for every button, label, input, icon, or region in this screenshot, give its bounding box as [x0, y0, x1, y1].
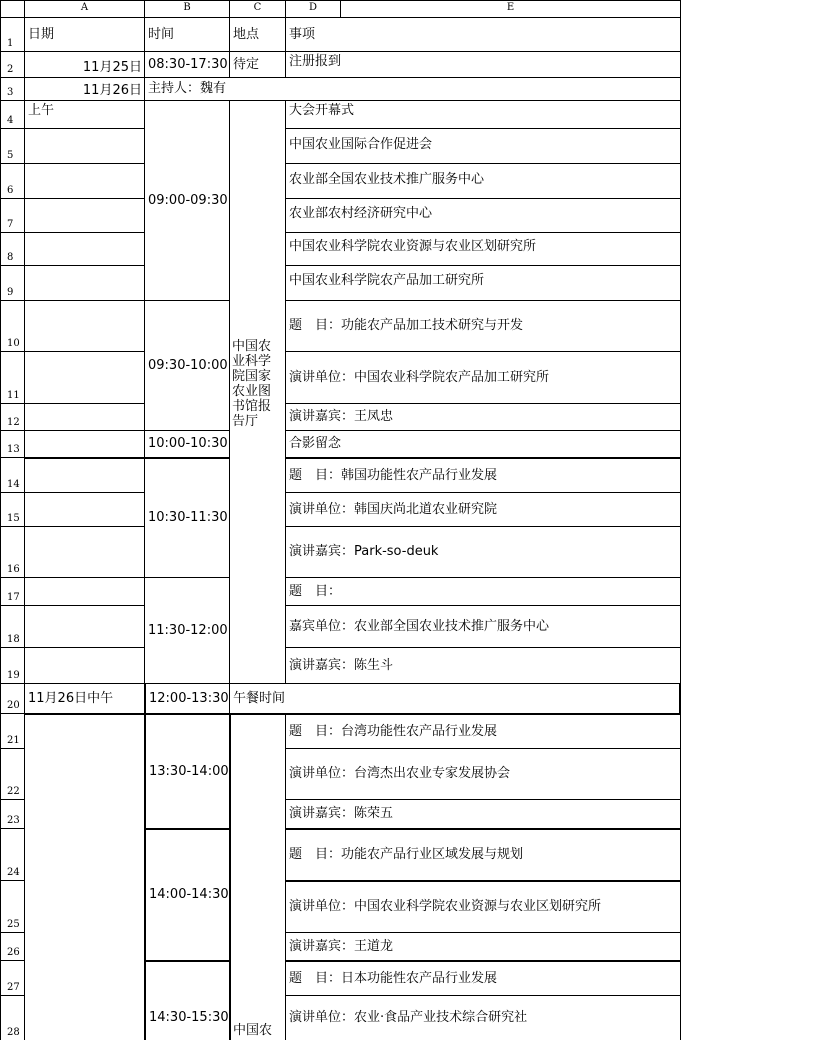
cell-venue-afternoon[interactable] [229, 713, 285, 1040]
row-number[interactable]: 14 [0, 457, 24, 492]
cell-noon[interactable]: 11月26日中午 [24, 683, 144, 713]
cell-a-empty[interactable] [24, 647, 144, 683]
row-number[interactable]: 25 [0, 880, 24, 932]
cell-item[interactable]: 农业部全国农业技术推广服务中心 [285, 163, 681, 198]
row-number[interactable]: 16 [0, 526, 24, 577]
row-number[interactable]: 28 [0, 995, 24, 1040]
cell-item[interactable]: 合影留念 [285, 430, 681, 457]
row-number[interactable]: 20 [0, 683, 24, 713]
cell-item[interactable]: 演讲嘉宾：Park-so-deuk [285, 526, 681, 577]
row-number[interactable]: 3 [0, 77, 24, 100]
cell-time-1200[interactable]: 12:00-13:30 [144, 683, 229, 713]
cell-item[interactable]: 题 目： [285, 577, 681, 605]
row-number[interactable]: 13 [0, 430, 24, 457]
cell-item[interactable]: 演讲单位：中国农业科学院农产品加工研究所 [285, 351, 681, 403]
cell-morning[interactable]: 上午 [24, 100, 144, 128]
row-number[interactable]: 11 [0, 351, 24, 403]
cell-date-nov25[interactable]: 11月25日 [24, 51, 144, 77]
row-number[interactable]: 8 [0, 232, 24, 265]
row-number[interactable]: 18 [0, 605, 24, 647]
row-number[interactable]: 24 [0, 828, 24, 880]
cell-item[interactable]: 中国农业国际合作促进会 [285, 128, 681, 163]
row-number[interactable]: 9 [0, 265, 24, 300]
cell-item[interactable]: 演讲单位：台湾杰出农业专家发展协会 [285, 748, 681, 799]
cell-a-empty[interactable] [24, 605, 144, 647]
cell-time-0900[interactable]: 09:00-09:30 [144, 100, 229, 300]
cell-a-empty[interactable] [24, 300, 144, 351]
cell-item[interactable]: 中国农业科学院农产品加工研究所 [285, 265, 681, 300]
column-header-e[interactable]: E [340, 0, 681, 17]
column-header-b[interactable]: B [144, 0, 229, 17]
cell-item[interactable]: 题 目：日本功能性农产品行业发展 [285, 960, 681, 995]
cell-host[interactable]: 主持人：魏有 [144, 77, 681, 100]
cell-item[interactable]: 演讲嘉宾：陈生斗 [285, 647, 681, 683]
row-number[interactable]: 7 [0, 198, 24, 232]
row-number[interactable]: 12 [0, 403, 24, 430]
header-date[interactable]: 日期 [24, 17, 144, 51]
column-header-d[interactable]: D [285, 0, 340, 17]
venue-afternoon-text: 中国农 [233, 1023, 273, 1038]
cell-a-empty[interactable] [24, 403, 144, 430]
cell-a-empty[interactable] [24, 163, 144, 198]
column-header-a[interactable]: A [24, 0, 144, 17]
row-number[interactable]: 10 [0, 300, 24, 351]
column-header-blank[interactable] [0, 0, 24, 17]
row-number[interactable]: 21 [0, 713, 24, 748]
row-number[interactable]: 15 [0, 492, 24, 526]
cell-item[interactable]: 演讲嘉宾：王凤忠 [285, 403, 681, 430]
row-number[interactable]: 19 [0, 647, 24, 683]
cell-item[interactable]: 演讲单位：农业·食品产业技术综合研究社 [285, 995, 681, 1040]
cell-a-empty[interactable] [24, 198, 144, 232]
cell-date-nov26[interactable]: 11月26日 [24, 77, 144, 100]
cell-a-afternoon[interactable] [24, 713, 144, 1040]
cell-venue-morning[interactable] [229, 100, 285, 683]
row-number[interactable]: 22 [0, 748, 24, 799]
cell-time-0930[interactable]: 09:30-10:00 [144, 300, 229, 430]
cell-a-empty[interactable] [24, 351, 144, 403]
cell-lunch[interactable]: 午餐时间 [229, 683, 681, 713]
header-time[interactable]: 时间 [144, 17, 229, 51]
cell-time-1030[interactable]: 10:30-11:30 [144, 457, 229, 577]
column-header-c[interactable]: C [229, 0, 285, 17]
row-number[interactable]: 1 [0, 17, 24, 51]
row-number[interactable]: 23 [0, 799, 24, 828]
header-location[interactable]: 地点 [229, 17, 285, 51]
row-number[interactable]: 27 [0, 960, 24, 995]
cell-item[interactable]: 大会开幕式 [285, 100, 681, 128]
row-number[interactable]: 6 [0, 163, 24, 198]
cell-item[interactable]: 中国农业科学院农业资源与农业区划研究所 [285, 232, 681, 265]
cell-item[interactable]: 题 目：功能农产品加工技术研究与开发 [285, 300, 681, 351]
venue-morning-text: 中国农业科学院国家农业图书馆报告厅 [232, 339, 272, 429]
cell-time-1430[interactable]: 14:30-15:30 [144, 960, 229, 1040]
cell-a-empty[interactable] [24, 457, 144, 492]
cell-a-empty[interactable] [24, 128, 144, 163]
cell-item[interactable]: 题 目：台湾功能性农产品行业发展 [285, 713, 681, 748]
cell-item[interactable]: 题 目：韩国功能性农产品行业发展 [285, 457, 681, 492]
cell-location-tbd[interactable]: 待定 [229, 51, 285, 77]
cell-a-empty[interactable] [24, 232, 144, 265]
cell-item[interactable]: 农业部农村经济研究中心 [285, 198, 681, 232]
cell-item[interactable]: 题 目：功能农产品行业区域发展与规划 [285, 828, 681, 880]
cell-time-1130[interactable]: 11:30-12:00 [144, 577, 229, 683]
cell-time-1330[interactable]: 13:30-14:00 [144, 713, 229, 828]
cell-a-empty[interactable] [24, 492, 144, 526]
row-number[interactable]: 4 [0, 100, 24, 128]
cell-item[interactable]: 演讲嘉宾：王道龙 [285, 932, 681, 960]
cell-a-empty[interactable] [24, 265, 144, 300]
cell-item[interactable]: 演讲单位：中国农业科学院农业资源与农业区划研究所 [285, 880, 681, 932]
header-item[interactable]: 事项 [285, 17, 681, 51]
cell-item-registration[interactable]: 注册报到 [285, 51, 681, 77]
row-number[interactable]: 26 [0, 932, 24, 960]
cell-a-empty[interactable] [24, 430, 144, 457]
cell-time-1400[interactable]: 14:00-14:30 [144, 828, 229, 960]
cell-time-1000[interactable]: 10:00-10:30 [144, 430, 229, 457]
row-number[interactable]: 2 [0, 51, 24, 77]
cell-a-empty[interactable] [24, 577, 144, 605]
cell-item[interactable]: 演讲单位：韩国庆尚北道农业研究院 [285, 492, 681, 526]
cell-item[interactable]: 演讲嘉宾：陈荣五 [285, 799, 681, 828]
cell-a-empty[interactable] [24, 526, 144, 577]
row-number[interactable]: 5 [0, 128, 24, 163]
cell-time-registration[interactable]: 08:30-17:30 [144, 51, 229, 77]
row-number[interactable]: 17 [0, 577, 24, 605]
cell-item[interactable]: 嘉宾单位：农业部全国农业技术推广服务中心 [285, 605, 681, 647]
